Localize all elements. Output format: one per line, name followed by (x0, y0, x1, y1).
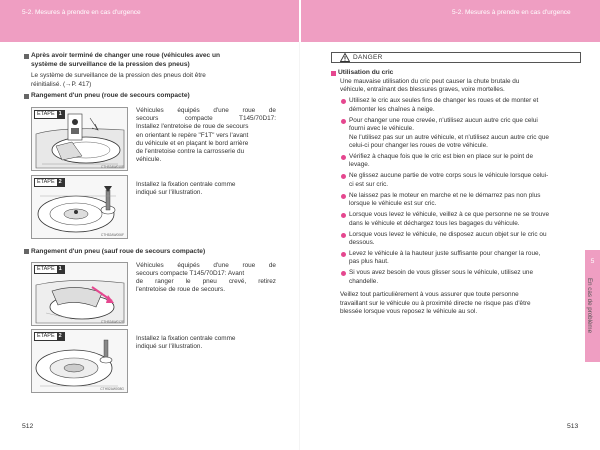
bullet-line: Si vous avez besoin de vous glisser sous le véhicule, utilisez une (349, 269, 534, 277)
chapter-side-tab[interactable] (585, 250, 600, 362)
section-marker-icon (331, 71, 336, 76)
bullet-line: Ne glissez aucune partie de votre corps sous le véhicule lorsque celui- (349, 172, 549, 180)
step-number: 1 (58, 265, 62, 272)
paragraph-line: Une mauvaise utilisation du cric peut causer la chute brutale du (340, 78, 520, 85)
page-header-band (0, 0, 600, 42)
list-item (331, 97, 581, 114)
step-label: ÉTAPE (37, 265, 55, 272)
list-item (331, 172, 581, 189)
list-item (331, 231, 581, 248)
step-text-line: Véhicules équipés d'une roue de (136, 261, 276, 269)
step-text (136, 107, 276, 164)
figure-code: CTH52AW010F (100, 164, 124, 169)
section-heading-standard-spare (24, 248, 276, 257)
danger-warning-box (331, 52, 581, 317)
step-text-line: véhicule. (136, 156, 162, 164)
step-block (24, 262, 276, 328)
bullet-line: pas plus haut. (349, 258, 389, 266)
section-marker-icon (24, 94, 29, 99)
illustration-spacer-install (31, 107, 128, 171)
step-text-line: du véhicule et en plaçant le bord arrière (136, 139, 249, 147)
right-page-content (331, 52, 581, 317)
section-marker-icon (24, 249, 29, 254)
paragraph-line (31, 81, 276, 90)
page-number-left: 512 (22, 423, 34, 430)
bullet-icon (341, 119, 346, 124)
danger-heading (331, 69, 581, 76)
danger-intro (331, 78, 581, 95)
bullet-icon (341, 252, 346, 257)
figure-code: CTH52AW006F (100, 232, 124, 237)
header-divider (299, 0, 301, 42)
left-page-content (24, 52, 276, 395)
step-text-line: Installez la fixation centrale comme (136, 334, 236, 342)
step-text-line: Véhicules équipés d'une roue de (136, 106, 276, 114)
section-heading-compact-spare (24, 92, 276, 101)
list-item (331, 269, 581, 286)
list-item (331, 211, 581, 228)
danger-label-bar (331, 52, 581, 63)
bullet-line: levage. (349, 161, 370, 169)
step-text-line: indiqué sur l'illustration. (136, 189, 203, 197)
step-text-line: Installez la fixation centrale comme (136, 180, 236, 188)
section-heading-line: Après avoir terminé de changer une roue (véhicules avec un (31, 52, 221, 59)
right-header-title: 5-2. Mesures à prendre en cas d'urgence (452, 9, 571, 16)
bullet-icon (341, 233, 346, 238)
warning-triangle-icon (340, 53, 350, 62)
bullet-line: dessous. (349, 239, 375, 247)
step-text-line: de l'entretoise contre la carrosserie du (136, 147, 245, 155)
bullet-line: Pour changer une roue crevée, n'utilisez aucun autre cric que celui (349, 116, 538, 124)
bullet-line: fourni avec le véhicule. (349, 125, 415, 133)
step-text (136, 335, 276, 351)
step-text-line: l'entretoise de roue de secours. (136, 286, 225, 294)
step-label: ÉTAPE (37, 332, 55, 339)
figure-code: CTH52AW012F (100, 319, 124, 324)
danger-label: DANGER (353, 54, 383, 61)
illustration-center-fixture (31, 175, 128, 239)
paragraph-line: blessée lorsque vous reposez le véhicule au sol. (340, 308, 478, 316)
danger-title: Utilisation du cric (338, 69, 394, 76)
page-number-right: 513 (567, 423, 579, 430)
paragraph-line: travaillant sur le véhicule ou à proximité directe ne risque pas d'être (340, 299, 531, 307)
list-item (331, 250, 581, 267)
bullet-line: lorsque le véhicule est sur cric. (349, 200, 437, 208)
step-text-line: indiqué sur l'illustration. (136, 342, 203, 350)
step-badge (34, 332, 65, 341)
chapter-number: 5 (590, 258, 595, 265)
bullet-line: Ne laissez pas le moteur en marche et ne le démarrez pas non plus (349, 191, 541, 199)
left-header-title: 5-2. Mesures à prendre en cas d'urgence (22, 9, 141, 16)
bullet-icon (341, 155, 346, 160)
bullet-line: Levez le véhicule à la hauteur juste suffisante pour changer la roue, (349, 250, 541, 258)
chapter-title: En cas de problème (586, 278, 593, 334)
section-heading-line: système de surveillance de la pression des pneus) (31, 60, 190, 68)
paragraph-line: Veillez tout particulièrement à vous assurer que toute personne (340, 291, 519, 299)
illustration-center-fixture-2 (31, 329, 128, 393)
bullet-line: dans le véhicule et déchargez tous les bagages du véhicule. (349, 219, 520, 227)
figure-code: CTH52AW008G (100, 386, 124, 391)
step-number: 2 (58, 332, 62, 339)
bullet-line: Lorsque vous levez le véhicule, ne disposez aucun objet sur le cric ou (349, 230, 547, 238)
page-gutter (299, 42, 300, 450)
bullet-line: chandelle. (349, 277, 379, 285)
step-badge (34, 265, 65, 274)
step-text-line: Installez l'entretoise de roue de secours (136, 123, 249, 131)
list-item (331, 192, 581, 209)
illustration-remove-spacer (31, 262, 128, 326)
bullet-line: Vérifiez à chaque fois que le cric est bien en place sur le point de (349, 153, 534, 161)
bullet-icon (341, 174, 346, 179)
bullet-line: Lorsque vous levez le véhicule, veillez à ce que personne ne se trouve (349, 211, 550, 219)
bullet-icon (341, 271, 346, 276)
step-badge (34, 110, 65, 119)
bullet-line: démonter les chaînes à neige. (349, 105, 435, 113)
bullet-icon (341, 194, 346, 199)
step-label: ÉTAPE (37, 178, 55, 185)
step-text-line: de ranger le pneu crevé, retirez (136, 277, 276, 285)
list-item (331, 153, 581, 170)
step-block (24, 175, 276, 241)
bullet-icon (341, 213, 346, 218)
step-badge (34, 178, 65, 187)
bullet-line: Ne l'utilisez pas sur un autre véhicule, et n'utilisez aucun autre cric que (349, 133, 549, 141)
step-block (24, 107, 276, 173)
bullet-line: ci est sur cric. (349, 180, 389, 188)
step-label: ÉTAPE (37, 110, 55, 117)
danger-closing (331, 291, 581, 316)
page-reference-link[interactable]: réinitialisé. (→P. 417) (31, 80, 92, 88)
paragraph-line: véhicule, entraînant des blessures graves, voire mortelles. (340, 86, 505, 94)
section-heading-line: Rangement d'un pneu (roue de secours compacte) (31, 92, 190, 100)
step-text-line: secours compacte T145/70D17: (136, 115, 276, 123)
step-text (136, 181, 276, 197)
step-block (24, 329, 276, 395)
paragraph-line: Le système de surveillance de la pression des pneus doit être (31, 72, 206, 80)
bullet-line: Utilisez le cric aux seules fins de changer les roues et de monter et (349, 97, 539, 105)
list-item (331, 117, 581, 151)
section-heading-tpms (24, 52, 276, 69)
step-number: 2 (58, 178, 62, 185)
step-number: 1 (58, 110, 62, 117)
tpms-paragraph (24, 72, 276, 89)
section-marker-icon (24, 54, 29, 59)
step-text-line: secours compacte T145/70D17: Avant (136, 269, 245, 277)
step-text (136, 262, 276, 295)
step-text-line: en orientant le repère "F1T" vers l'avant (136, 131, 249, 139)
bullet-icon (341, 99, 346, 104)
bullet-line: celui-ci pour changer les roues de votre véhicule. (349, 142, 488, 150)
section-heading-line: Rangement d'un pneu (sauf roue de secours compacte) (31, 247, 206, 255)
